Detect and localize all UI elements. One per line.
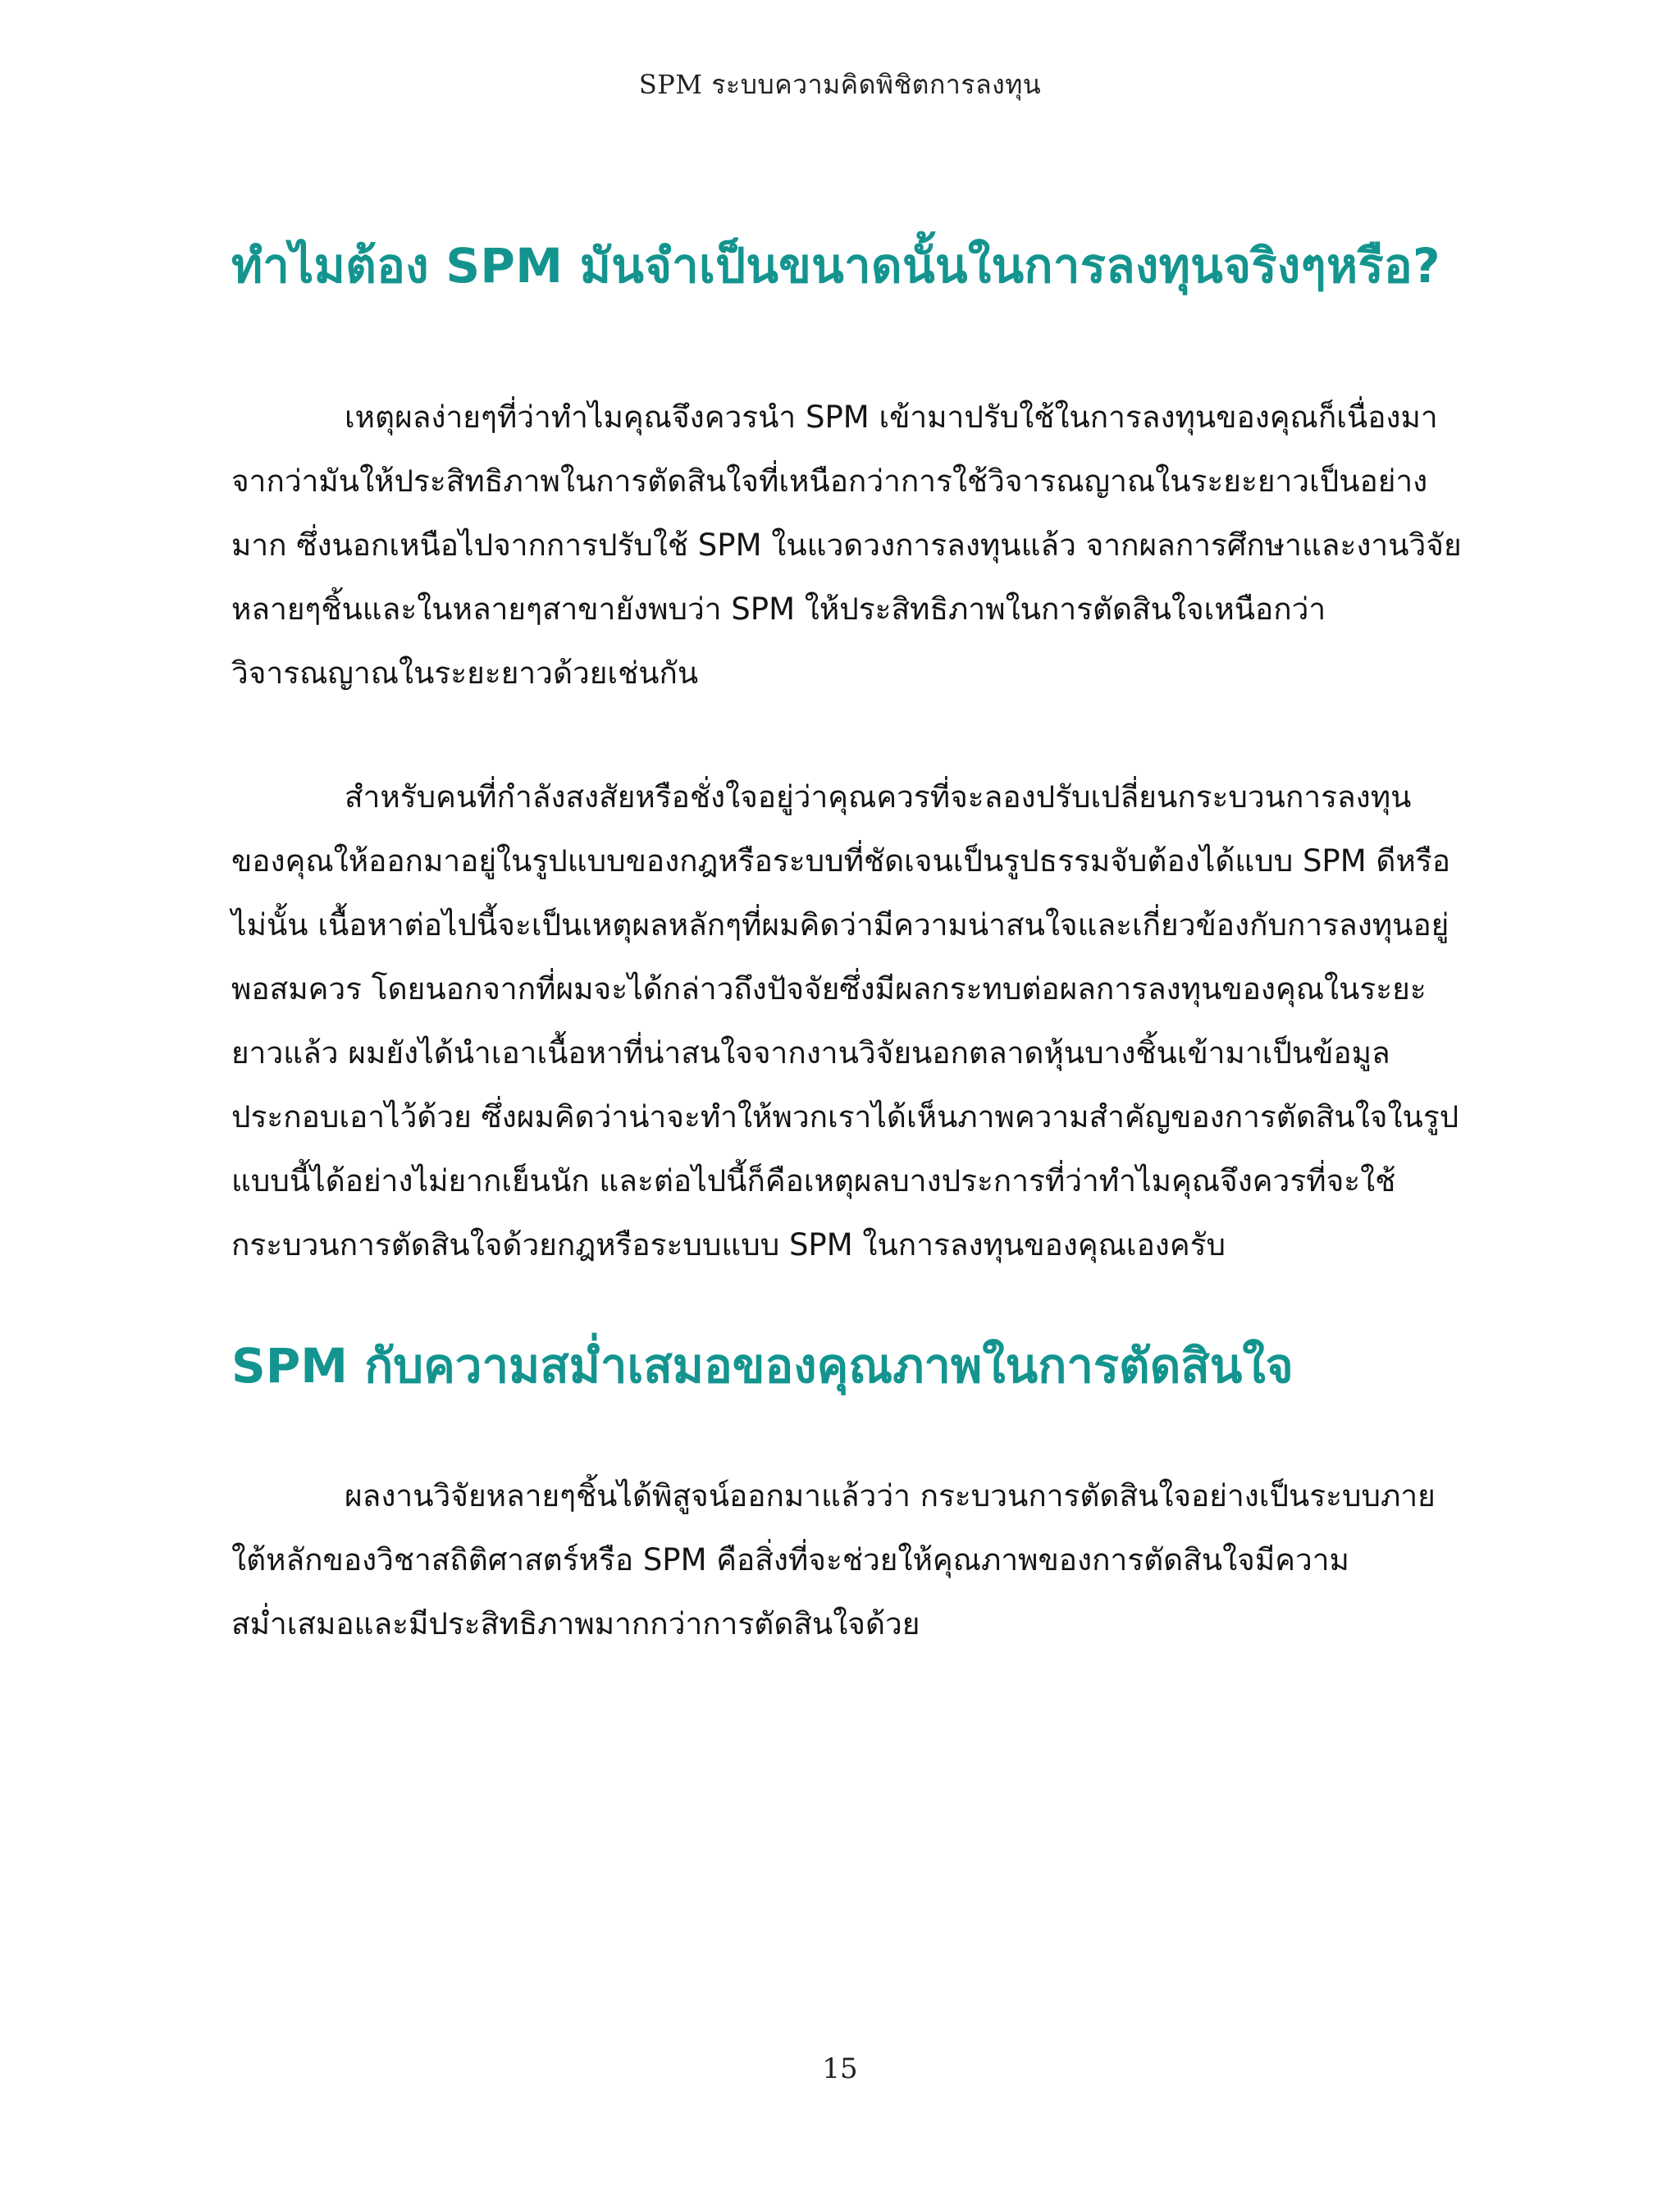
paragraph-3: ผลงานวิจัยหลายๆชิ้นได้พิสูจน์ออกมาแล้วว่า กระบวนการตัดสินใจอย่างเป็นระบบภายใต้หลักของวิชาสถิติศาสตร์หรือ SPM คือสิ่งที่จะช่วยให้คุณภาพของการตัดสินใจมีความสม่ำเสมอและมีประสิทธิภาพมากกว่าการตัดสินใจด้วย (231, 1478, 1436, 1641)
page-number: 15 (822, 2052, 858, 2085)
section-heading-consistency: SPM กับความสม่ำเสมอของคุณภาพในการตัดสินใจ (231, 1338, 1294, 1394)
running-header: SPM ระบบความคิดพิชิตการลงทุน (638, 69, 1042, 100)
section-heading-why-spm: ทำไมต้อง SPM มันจำเป็นขนาดนั้นในการลงทุนจริงๆหรือ? (231, 238, 1440, 294)
paragraph-2: สำหรับคนที่กำลังสงสัยหรือชั่งใจอยู่ว่าคุณควรที่จะลองปรับเปลี่ยนกระบวนการลงทุนของคุณให้ออกมาอยู่ในรูปแบบของกฎหรือระบบที่ชัดเจนเป็นรูปธรรมจับต้องได้แบบ SPM ดีหรือไม่นั้น เนื้อหาต่อไปนี้จะเป็นเหตุผลหลักๆที่ผมคิดว่ามีความน่าสนใจและเกี่ยวข้องกับการลงทุนอยู่พอสมควร โดยนอกจากที่ผมจะได้กล่าวถึงปัจจัยซึ่งมีผลกระทบต่อผลการลงทุนของคุณในระยะยาวแล้ว ผมยังได้นำเอาเนื้อหาที่น่าสนใจจากงานวิจัยนอกตลาดหุ้นบางชิ้นเข้ามาเป็นข้อมูลประกอบเอาไว้ด้วย ซึ่งผมคิดว่าน่าจะทำให้พวกเราได้เห็นภาพความสำคัญของการตัดสินใจในรูปแบบนี้ได้อย่างไม่ยากเย็นนัก และต่อไปนี้ก็คือเหตุผลบางประการที่ว่าทำไมคุณจึงควรที่จะใช้กระบวนการตัดสินใจด้วยกฎหรือระบบแบบ SPM ในการลงทุนของคุณเองครับ (231, 779, 1459, 1262)
page-content (231, 221, 1462, 1656)
paragraph-1: เหตุผลง่ายๆที่ว่าทำไมคุณจึงควรนำ SPM เข้ามาปรับใช้ในการลงทุนของคุณก็เนื่องมาจากว่ามันให้ประสิทธิภาพในการตัดสินใจที่เหนือกว่าการใช้วิจารณญาณในระยะยาวเป็นอย่างมาก ซึ่งนอกเหนือไปจากการปรับใช้ SPM ในแวดวงการลงทุนแล้ว จากผลการศึกษาและงานวิจัยหลายๆชิ้นและในหลายๆสาขายังพบว่า SPM ให้ประสิทธิภาพในการตัดสินใจเหนือกว่าวิจารณญาณในระยะยาวด้วยเช่นกัน (231, 400, 1462, 691)
